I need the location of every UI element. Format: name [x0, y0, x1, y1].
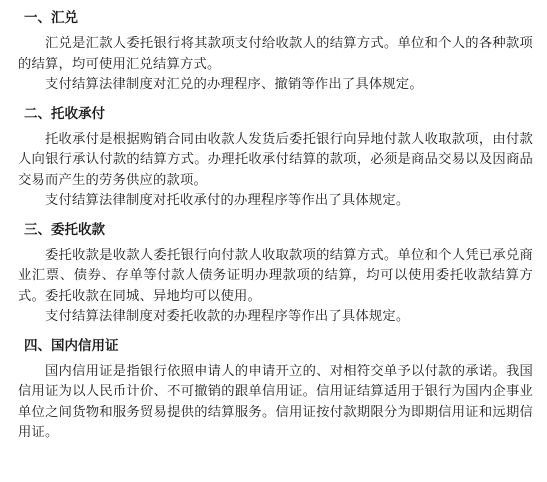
paragraph: 支付结算法律制度对委托收款的办理程序等作出了具体规定。 [45, 309, 410, 324]
section-domestic-letter-of-credit [18, 336, 533, 444]
section-heading: 三、委托收款 [24, 221, 105, 238]
section-collection-acceptance [18, 104, 533, 212]
paragraph: 汇兑是汇款人委托银行将其款项支付给收款人的结算方式。单位和个人的各种款项的结算，均可使用汇兑结算方式。 [18, 36, 533, 72]
section-heading: 四、国内信用证 [24, 337, 119, 354]
paragraph: 支付结算法律制度对汇兑的办理程序、撤销等作出了具体规定。 [45, 77, 423, 92]
paragraph: 托收承付是根据购销合同由收款人发货后委托银行向异地付款人收取款项，由付款人向银行承认付款的结算方式。办理托收承付结算的款项，必须是商品交易以及因商品交易而产生的劳务供应的款项。 [18, 131, 533, 188]
section-heading: 一、汇兑 [24, 10, 78, 26]
section-entrusted-collection [18, 220, 533, 328]
paragraph: 委托收款是收款人委托银行向付款人收取款项的结算方式。单位和个人凭已承兑商业汇票、债券、存单等付款人债务证明办理款项的结算，均可以使用委托收款结算方式。委托收款在同城、异地均可以使用。 [18, 247, 533, 304]
paragraph: 支付结算法律制度对托收承付的办理程序等作出了具体规定。 [45, 193, 410, 208]
paragraph: 国内信用证是指银行依照申请人的申请开立的、对相符交单予以付款的承诺。我国信用证为以人民币计价、不可撤销的跟单信用证。信用证结算适用于银行为国内企事业单位之间货物和服务贸易提供的结算服务。信用证按付款期限分为即期信用证和远期信用证。 [18, 363, 533, 440]
section-heading: 二、托收承付 [24, 105, 105, 122]
section-remittance [18, 8, 533, 96]
